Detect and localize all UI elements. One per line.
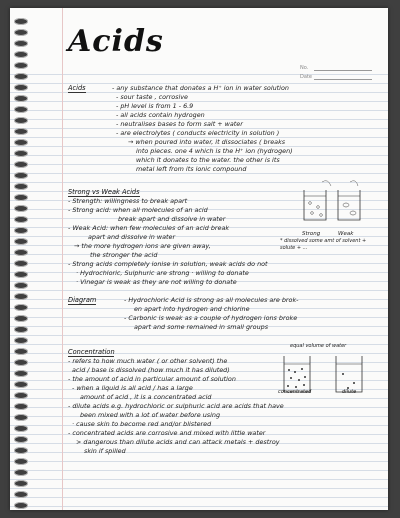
binder-hole bbox=[14, 271, 28, 278]
margin-line bbox=[62, 8, 63, 510]
acids-heading-underline bbox=[68, 92, 86, 93]
diagram-line-3: - Carbonic is weak as a couple of hydrogen ions broke bbox=[124, 314, 298, 322]
binder-hole bbox=[14, 480, 28, 487]
acids-heading: Acids bbox=[68, 84, 86, 92]
page-title: Acids bbox=[68, 24, 164, 59]
ruled-line bbox=[10, 335, 388, 336]
conc-line-4: - when a liquid is all acid / has a large bbox=[72, 384, 193, 392]
binder-hole bbox=[14, 18, 28, 25]
binder-hole bbox=[14, 249, 28, 256]
sw-line-10: · Vinegar is weak as they are not willing to donate bbox=[76, 278, 237, 286]
binder-hole bbox=[14, 491, 28, 498]
ruled-line bbox=[10, 497, 388, 498]
ruled-line bbox=[10, 488, 388, 489]
binder-hole bbox=[14, 117, 28, 124]
binder-hole bbox=[14, 425, 28, 432]
sw-line-9: · Hydrochloric, Sulphuric are strong · willing to donate bbox=[76, 269, 249, 277]
binder-hole bbox=[14, 205, 28, 212]
conc-line-8: · cause skin to become red and/or blistered bbox=[72, 420, 212, 428]
binder-hole bbox=[14, 62, 28, 69]
dilute-label: dilute bbox=[342, 389, 357, 395]
binder-hole bbox=[14, 392, 28, 399]
acids-line-10: metal left from its ionic compound bbox=[136, 165, 247, 173]
ruled-line bbox=[10, 173, 388, 174]
diagram-line-2: en apart into hydrogen and chlorine bbox=[134, 305, 250, 313]
conc-line-1: - refers to how much water ( or other solvent) the bbox=[68, 357, 228, 365]
acids-line-7: → when poured into water, it dissociates ( breaks bbox=[128, 138, 286, 146]
binder-hole bbox=[14, 194, 28, 201]
ruled-line bbox=[10, 461, 388, 462]
ruled-line bbox=[10, 290, 388, 291]
strong-weak-beakers-sketch bbox=[300, 178, 366, 228]
binder-hole bbox=[14, 172, 28, 179]
binder-hole bbox=[14, 469, 28, 476]
binder-hole bbox=[14, 183, 28, 190]
diagram-line-4: apart and some remained in small groups bbox=[134, 323, 269, 331]
ruled-line bbox=[10, 74, 388, 75]
binder-hole bbox=[14, 414, 28, 421]
date-label: Date bbox=[300, 74, 312, 80]
diagram-underline bbox=[68, 304, 96, 305]
conc-line-7: been mixed with a lot of water before using bbox=[80, 411, 220, 419]
binder-hole bbox=[14, 227, 28, 234]
binder-hole bbox=[14, 502, 28, 509]
binder-hole bbox=[14, 84, 28, 91]
sw-line-3: break apart and dissolve in water bbox=[118, 215, 226, 223]
no-line bbox=[314, 70, 372, 71]
acids-line-4: - all acids contain hydrogen bbox=[116, 111, 205, 119]
binder-hole bbox=[14, 304, 28, 311]
acids-line-9: which it donates to the water. the other is its bbox=[136, 156, 280, 164]
binder-hole bbox=[14, 238, 28, 245]
conc-line-11: skin if spilled bbox=[84, 447, 126, 455]
concentration-heading: Concentration bbox=[68, 348, 115, 356]
notebook-page bbox=[10, 8, 388, 510]
binder-hole bbox=[14, 348, 28, 355]
binder-hole bbox=[14, 260, 28, 267]
ruled-line bbox=[10, 92, 388, 93]
weak-label: Weak bbox=[338, 231, 354, 237]
ruled-line bbox=[10, 470, 388, 471]
binder-hole bbox=[14, 150, 28, 157]
sw-line-1: - Strength: willingness to break apart bbox=[68, 197, 188, 205]
binder-hole bbox=[14, 29, 28, 36]
binder-hole bbox=[14, 381, 28, 388]
binder-hole bbox=[14, 436, 28, 443]
binder-hole bbox=[14, 403, 28, 410]
ruled-line bbox=[10, 236, 388, 237]
conc-line-2: acid / base is dissolved (how much it has diluted) bbox=[72, 366, 230, 374]
acids-line-5: - neutralises bases to form salt + water bbox=[116, 120, 243, 128]
binder-hole bbox=[14, 161, 28, 168]
ruled-line bbox=[10, 101, 388, 102]
binder-hole bbox=[14, 447, 28, 454]
binder-hole bbox=[14, 337, 28, 344]
acids-line-3: - pH level is from 1 - 6.9 bbox=[116, 102, 194, 110]
conc-line-5: amount of acid , it is a concentrated acid bbox=[80, 393, 212, 401]
conc-line-10: > dangerous than dilute acids and can attack metals + destroy bbox=[76, 438, 280, 446]
sw-line-7: the stronger the acid bbox=[90, 251, 158, 259]
sw-line-5: apart and dissolve in water bbox=[88, 233, 176, 241]
binder-hole bbox=[14, 216, 28, 223]
concentrated-label: concentrated bbox=[278, 389, 312, 395]
binder-hole bbox=[14, 326, 28, 333]
conc-line-3: - the amount of acid in particular amount of solution bbox=[68, 375, 236, 383]
binder-hole bbox=[14, 139, 28, 146]
diagram-line-1: - Hydrochloric Acid is strong as all molecules are brok- bbox=[124, 296, 299, 304]
conc-line-9: - concentrated acids are corrosive and mixed with little water bbox=[68, 429, 266, 437]
binder-hole bbox=[14, 51, 28, 58]
binder-hole bbox=[14, 315, 28, 322]
ruled-line bbox=[10, 254, 388, 255]
strong-label: Strong bbox=[302, 231, 321, 237]
diagram-heading: Diagram bbox=[68, 296, 97, 304]
date-line bbox=[314, 79, 372, 80]
binder-hole bbox=[14, 73, 28, 80]
no-label: No. bbox=[300, 65, 309, 71]
binder-hole bbox=[14, 40, 28, 47]
ruled-line bbox=[10, 506, 388, 507]
sw-line-8: - Strong acids completely ionise in solution, weak acids do not bbox=[68, 260, 268, 268]
binder-hole bbox=[14, 458, 28, 465]
binder-hole bbox=[14, 293, 28, 300]
sketch-note: * dissolved some amt of solvent + solute + ... bbox=[280, 238, 367, 251]
sw-line-6: → the more hydrogen ions are given away, bbox=[74, 242, 211, 250]
acids-line-1: - any substance that donates a H⁺ ion in water solution bbox=[112, 84, 289, 92]
binder-hole bbox=[14, 95, 28, 102]
binder-hole bbox=[14, 370, 28, 377]
conc-line-6: - dilute acids e.g. hydrochloric or sulphuric acid are acids that have bbox=[68, 402, 284, 410]
binder-hole bbox=[14, 106, 28, 113]
binder-hole bbox=[14, 282, 28, 289]
ruled-line bbox=[10, 479, 388, 480]
binder-hole bbox=[14, 359, 28, 366]
binder-hole bbox=[14, 128, 28, 135]
acids-line-2: - sour taste , corrosive bbox=[116, 93, 188, 101]
sw-line-4: - Weak Acid: when few molecules of an acid break bbox=[68, 224, 230, 232]
strong-weak-heading: Strong vs Weak Acids bbox=[68, 188, 140, 196]
equal-volume-label: equal volume of water bbox=[290, 343, 347, 349]
ruled-line bbox=[10, 452, 388, 453]
acids-line-6: - are electrolytes ( conducts electricity in solution ) bbox=[116, 129, 280, 137]
sw-line-2: - Strong acid: when all molecules of an acid bbox=[68, 206, 208, 214]
acids-line-8: into pieces. one 4 which is the H⁺ ion (hydrogen) bbox=[136, 147, 293, 155]
